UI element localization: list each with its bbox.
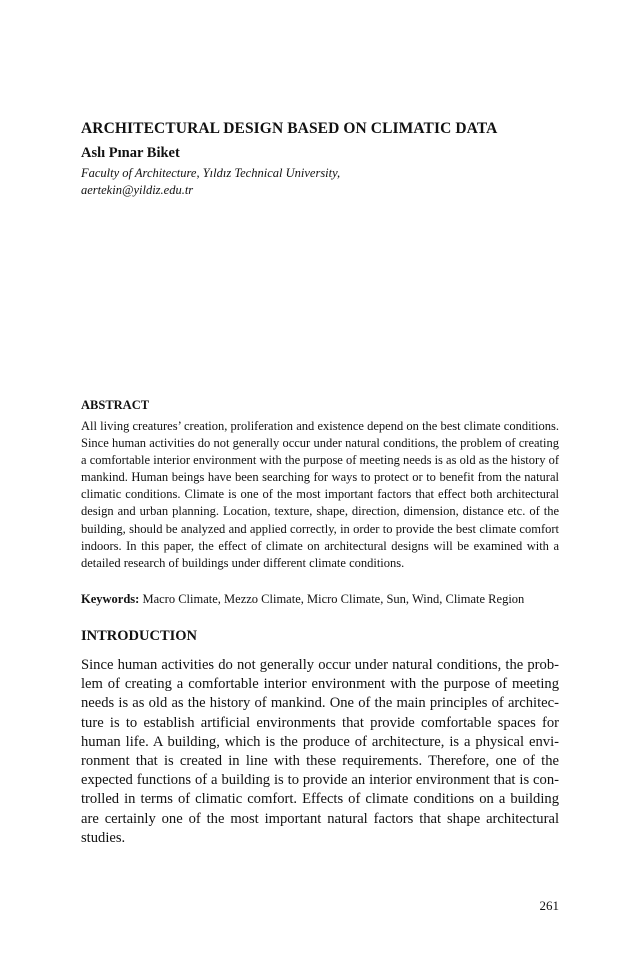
introduction-heading: INTRODUCTION xyxy=(81,628,198,644)
keywords-line xyxy=(81,591,559,608)
author-affiliation: Faculty of Architecture, Yıldız Technical University, xyxy=(81,166,341,180)
paper-title: ARCHITECTURAL DESIGN BASED ON CLIMATIC DATA xyxy=(81,120,498,137)
author-email: aertekin@yildiz.edu.tr xyxy=(81,183,194,197)
abstract-text: All living creatures’ creation, proliferation and existence depend on the best climate conditions. Since human activities do not generally occur under natural conditions, the problem of creating a comfortable interior environment with the purpose of meeting needs is as old as the history of mankind. Human beings have been searching for ways to protect or to benefit from the natural climatic conditions. Climate is one of the most important factors that effect both architectural design and urban planning. Location, texture, shape, direction, dimension, distance etc. of the building, should be analyzed and applied correctly, in order to provide the best climate comfort indoors. In this paper, the effect of climate on architectural designs will be examined with a detailed research of buildings under different climate conditions. xyxy=(81,419,559,570)
author-name: Aslı Pınar Biket xyxy=(81,145,180,161)
keywords-text: Macro Climate, Mezzo Climate, Micro Climate, Sun, Wind, Climate Region xyxy=(139,592,525,606)
abstract-heading: ABSTRACT xyxy=(81,398,150,412)
keywords-label: Keywords: xyxy=(81,592,140,606)
introduction-text: Since human activities do not generally occur under natural conditions, the problem of creating a comfortable interior environment with the purpose of meeting needs is as old as the history of mankind. One of the main principles of architecture is to establish artificial environments that provide comfortable spaces for human life. A building, which is the produce of architecture, is a physical environment that is created in line with these requirements. Therefore, one of the expected functions of a building is to provide an interior environment that is controlled in terms of climatic comfort. Effects of climate conditions on a building are certainly one of the most important natural factors that shape architectural studies. xyxy=(81,657,559,846)
paper-page xyxy=(81,0,559,957)
page-number: 261 xyxy=(539,898,559,913)
